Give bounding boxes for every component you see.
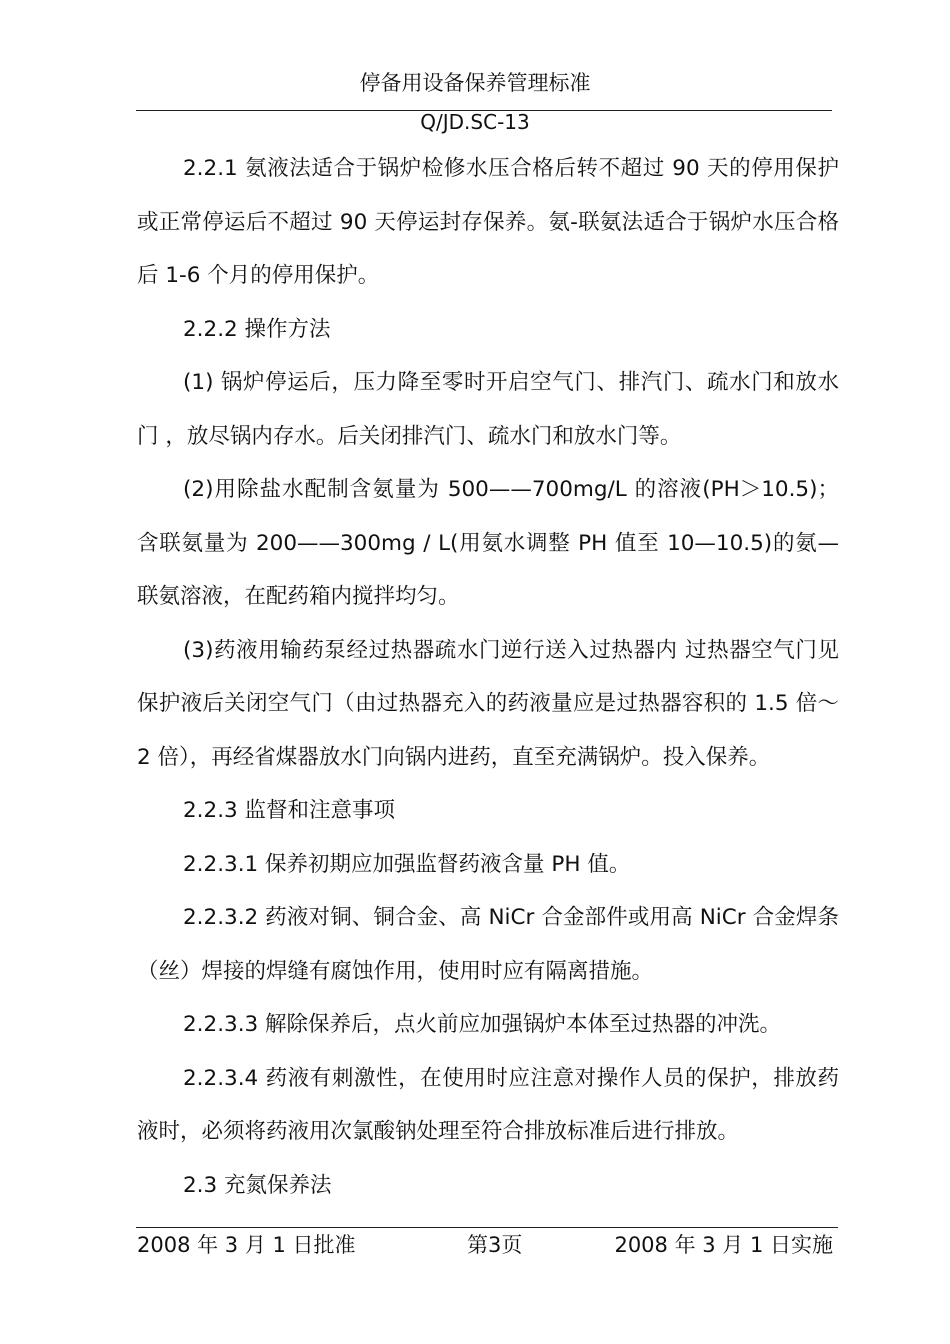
paragraph-2-2-3-3: 2.2.3.3 解除保养后，点火前应加强锅炉本体至过热器的冲洗。 [183, 1012, 782, 1037]
heading-2-2-3: 2.2.3 监督和注意事项 [183, 798, 396, 823]
paragraph-2-2-3-4: 2.2.3.4 药液有刺激性，在使用时应注意对操作人员的保护，排放药液时，必须将药液用次氯酸钠处理至符合排放标准后进行排放。 [137, 1065, 839, 1144]
heading-2-2-2: 2.2.2 操作方法 [183, 316, 331, 342]
paragraph-2-2-3-2: 2.2.3.2 药液对铜、铜合金、高 NiCr 合金部件或用高 NiCr 合金焊条（丝）焊接的焊缝有腐蚀作用，使用时应有隔离措施。 [137, 905, 839, 984]
paragraph-step-3: (3)药液用输药泵经过热器疏水门逆行送入过热器内 过热器空气门见保护液后关闭空气门（由过热器充入的药液量应是过热器容积的 1.5 倍～2 倍），再经省煤器放水门向锅内进药，直至充满锅炉。投入保养。 [137, 637, 839, 770]
paragraph-step-1: (1) 锅炉停运后，压力降至零时开启空气门、排汽门、疏水门和放水门 ，放尽锅内存水。后关闭排汽门、疏水门和放水门等。 [137, 370, 839, 449]
paragraph-2-2-1: 2.2.1 氨液法适合于锅炉检修水压合格后转不超过 90 天的停用保护或正常停运后不超过 90 天停运封存保养。氨-联氨法适合于锅炉水压合格后 1-6 个月的停用保护。 [137, 156, 839, 288]
effective-date: 2008 年 3 月 1 日实施 [614, 1233, 833, 1257]
document-body [137, 142, 839, 1212]
paragraph-step-2: (2)用除盐水配制含氨量为 500——700mg/L 的溶液(PH＞10.5)；含联氨量为 200——300mg / L(用氨水调整 PH 值至 10—10.5)的氨—联氨溶液，在配药箱内搅拌均匀。 [137, 477, 839, 609]
heading-2-3: 2.3 充氮保养法 [183, 1172, 332, 1198]
paragraph-2-2-3-1: 2.2.3.1 保养初期应加强监督药液含量 PH 值。 [183, 851, 631, 877]
document-title: 停备用设备保养管理标准 [359, 71, 591, 95]
footer-divider [136, 1227, 838, 1228]
page-footer [137, 1230, 833, 1262]
approval-date: 2008 年 3 月 1 日批准 [137, 1233, 356, 1257]
document-code: Q/JD.SC-13 [420, 110, 530, 134]
page-number: 第3页 [467, 1233, 523, 1257]
